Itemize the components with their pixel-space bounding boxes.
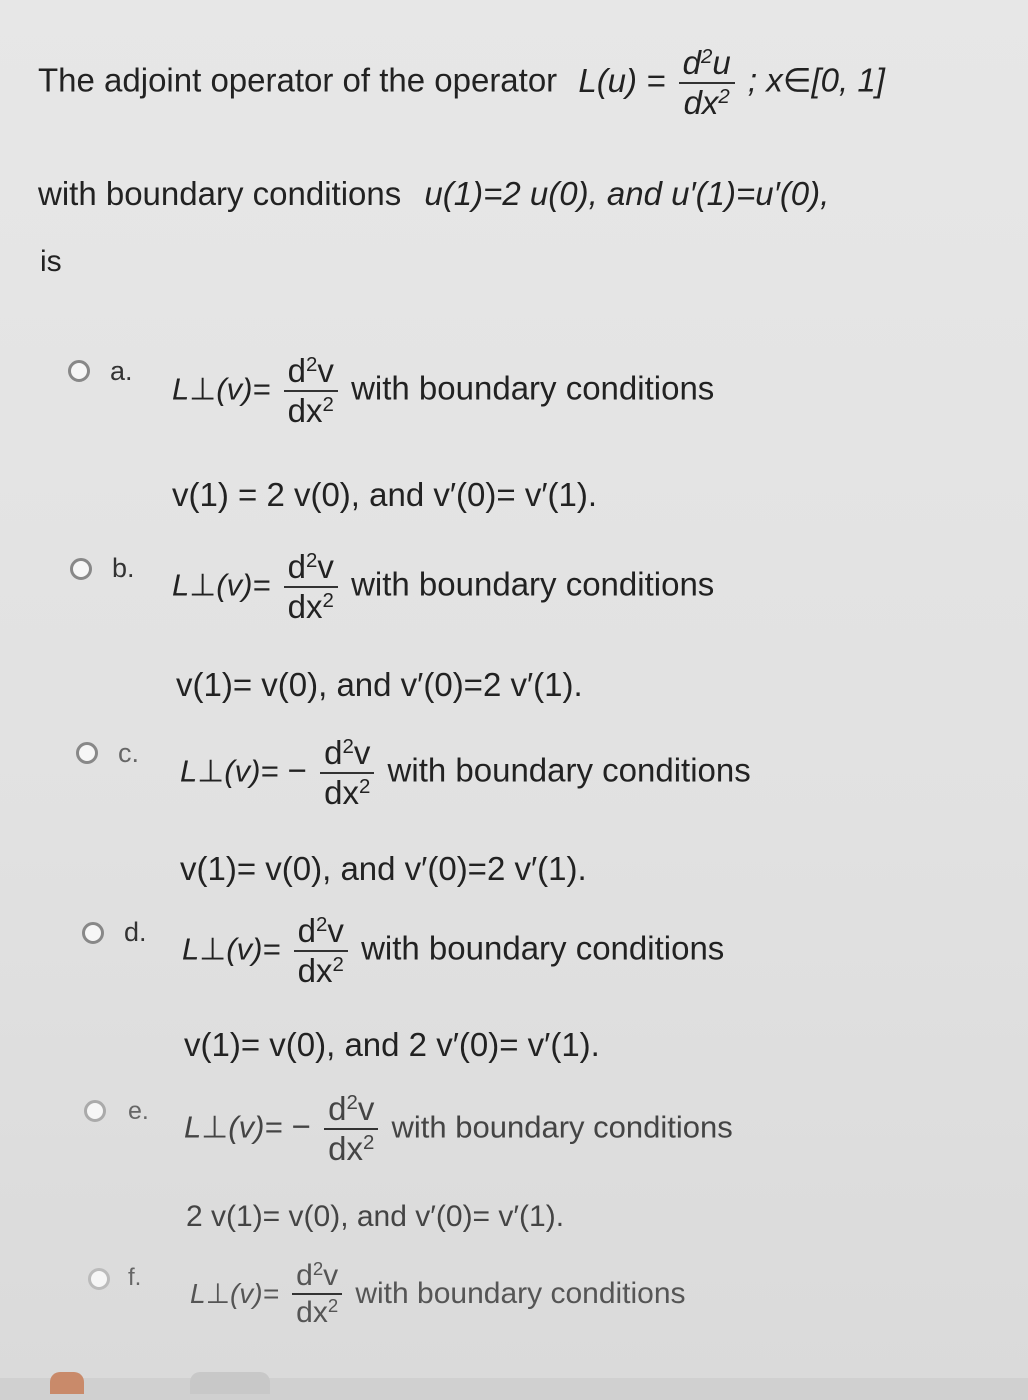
option-e-conditions: 2 v(1)= v(0), and v′(0)= v′(1).: [186, 1200, 565, 1233]
option-f-lhs: L⊥(v)=: [190, 1277, 279, 1309]
option-d-letter: d.: [124, 917, 147, 947]
option-b-fraction: $\frac{d^2v}{dx^2}$: [284, 548, 338, 626]
question-intro-text: The adjoint operator of the operator: [38, 61, 558, 99]
bottom-decoration: [50, 1372, 84, 1394]
bottom-decoration-2: [190, 1372, 270, 1394]
option-f-equation: [190, 1258, 686, 1330]
option-b-conditions: v(1)= v(0), and v′(0)=2 v′(1).: [176, 666, 583, 703]
option-a-conditions: v(1) = 2 v(0), and v′(0)= v′(1).: [172, 476, 598, 513]
question-line-1: [38, 44, 885, 122]
option-e-with-text: with boundary conditions: [391, 1109, 733, 1145]
option-f-fraction: $\frac{d^2v}{dx^2}$: [292, 1258, 342, 1330]
option-e-lhs: L⊥(v)=: [184, 1109, 283, 1145]
option-b-equation: [172, 548, 714, 626]
operator-domain: ; x∈[0, 1]: [747, 61, 885, 99]
bottom-cutoff-strip: [0, 1378, 1028, 1400]
option-a-fraction: $\frac{d^2v}{dx^2}$: [284, 352, 338, 430]
operator-fraction: $\frac{d^2u}{dx^2}$: [679, 44, 735, 122]
option-d-radio[interactable]: [82, 922, 104, 944]
operator-lhs: L(u) =: [578, 61, 666, 99]
option-b-letter: b.: [112, 553, 135, 583]
option-b-with-text: with boundary conditions: [351, 565, 715, 603]
question-line-3: [40, 245, 62, 279]
option-e-radio[interactable]: [84, 1100, 106, 1122]
option-e-fraction: $\frac{d^2v}{dx^2}$: [324, 1090, 378, 1168]
question-line-2: [38, 175, 829, 213]
option-d-lhs: L⊥(v)=: [182, 931, 281, 967]
option-f-letter: f.: [128, 1264, 142, 1291]
option-e-sign: −: [291, 1107, 311, 1145]
option-a-with-text: with boundary conditions: [351, 369, 715, 407]
option-d-conditions: v(1)= v(0), and 2 v′(0)= v′(1).: [184, 1026, 600, 1063]
option-a-equation: [172, 352, 714, 430]
option-c-with-text: with boundary conditions: [387, 751, 751, 789]
option-b-radio[interactable]: [70, 558, 92, 580]
option-d-equation: [182, 912, 724, 990]
option-a-radio[interactable]: [68, 360, 90, 382]
option-e-equation: [184, 1090, 733, 1168]
question-is-text: is: [40, 245, 62, 278]
option-e-letter: e.: [128, 1097, 149, 1125]
question-bc-conditions: u(1)=2 u(0), and u′(1)=u′(0),: [424, 175, 830, 212]
option-c-conditions: v(1)= v(0), and v′(0)=2 v′(1).: [180, 850, 587, 887]
option-a-letter: a.: [110, 356, 133, 386]
question-bc-text: with boundary conditions: [38, 175, 402, 212]
option-c-lhs: L⊥(v)=: [180, 753, 279, 789]
option-a-lhs: L⊥(v)=: [172, 371, 271, 407]
option-c-sign: −: [287, 751, 307, 789]
option-c-radio[interactable]: [76, 742, 98, 764]
option-d-fraction: $\frac{d^2v}{dx^2}$: [294, 912, 348, 990]
option-c-fraction: $\frac{d^2v}{dx^2}$: [320, 734, 374, 812]
option-d-with-text: with boundary conditions: [361, 929, 725, 967]
option-c-letter: c.: [118, 738, 140, 768]
option-c-equation: [180, 734, 751, 812]
option-f-with-text: with boundary conditions: [355, 1276, 686, 1310]
option-b-lhs: L⊥(v)=: [172, 567, 271, 603]
option-f-radio[interactable]: [88, 1268, 110, 1290]
